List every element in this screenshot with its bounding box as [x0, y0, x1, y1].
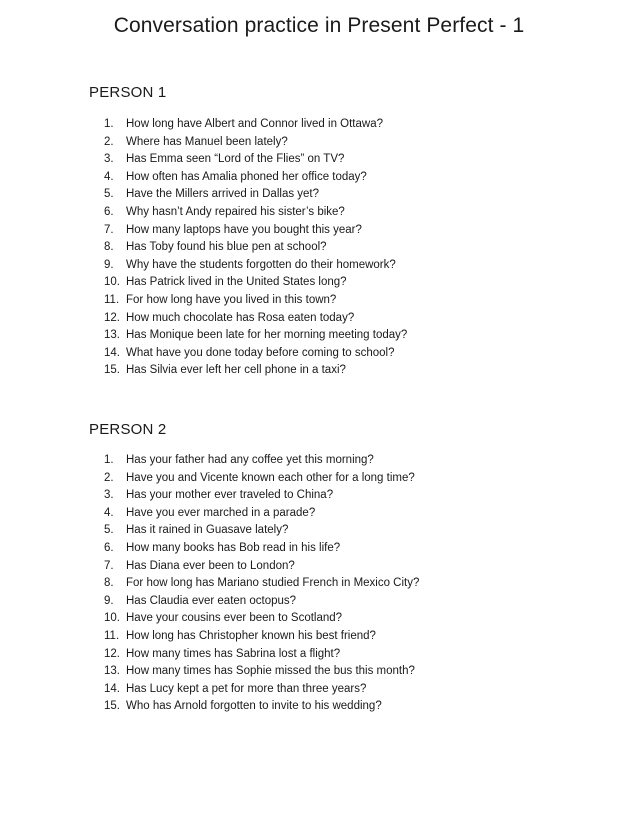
question-item: [104, 698, 604, 716]
question-number: 1.: [104, 118, 114, 130]
question-number: 4.: [104, 170, 114, 183]
question-number: 10.: [104, 612, 120, 625]
question-item: [104, 610, 604, 628]
question-text: Has Toby found his blue pen at school?: [126, 241, 327, 254]
question-item: [104, 222, 604, 240]
question-number: 2.: [104, 471, 114, 484]
question-item: [104, 558, 604, 576]
question-number: 11.: [104, 629, 120, 642]
question-number: 1.: [104, 454, 114, 466]
question-text: Why have the students forgotten do their homework?: [126, 258, 396, 271]
question-text: How many times has Sabrina lost a flight?: [126, 647, 341, 660]
question-text: Who has Arnold forgotten to invite to his wedding?: [126, 700, 382, 713]
page-title: Conversation practice in Present Perfect - 1: [113, 14, 525, 37]
question-text: Has Silvia ever left her cell phone in a taxi?: [126, 364, 346, 377]
question-item: [104, 310, 604, 328]
question-item: [104, 505, 604, 523]
question-item: [104, 151, 604, 169]
question-number: 9.: [104, 258, 114, 271]
question-item: [104, 239, 604, 257]
question-item: [104, 663, 604, 681]
question-text: Has your mother ever traveled to China?: [126, 489, 334, 502]
question-item: [104, 362, 604, 380]
question-text: Has your father had any coffee yet this morning?: [126, 454, 374, 466]
question-number: 2.: [104, 135, 114, 148]
question-text: Have you and Vicente known each other for a long time?: [126, 471, 415, 484]
question-item: [104, 628, 604, 646]
question-item: [104, 452, 604, 470]
question-text: How often has Amalia phoned her office today?: [126, 170, 367, 183]
question-text: Have the Millers arrived in Dallas yet?: [126, 188, 320, 201]
question-text: Has it rained in Guasave lately?: [126, 524, 289, 537]
question-item: [104, 345, 604, 363]
question-text: Has Lucy kept a pet for more than three years?: [126, 682, 367, 695]
question-number: 7.: [104, 223, 114, 236]
question-item: [104, 169, 604, 187]
question-number: 6.: [104, 541, 114, 554]
question-item: [104, 681, 604, 699]
question-number: 8.: [104, 577, 114, 590]
question-number: 12.: [104, 311, 120, 324]
question-item: [104, 540, 604, 558]
question-item: [104, 522, 604, 540]
question-list-person-1: [104, 116, 604, 380]
question-item: [104, 274, 604, 292]
question-item: [104, 116, 604, 134]
question-number: 15.: [104, 700, 120, 713]
question-text: Why hasn’t Andy repaired his sister’s bike?: [126, 205, 345, 218]
question-number: 5.: [104, 188, 114, 201]
question-item: [104, 487, 604, 505]
question-number: 13.: [104, 329, 120, 342]
question-item: [104, 134, 604, 152]
section-heading-person-1: PERSON 1: [89, 84, 167, 101]
question-number: 3.: [104, 153, 114, 166]
question-number: 12.: [104, 647, 120, 660]
question-list-person-2: [104, 452, 604, 716]
question-number: 5.: [104, 524, 114, 537]
question-text: How many times has Sophie missed the bus this month?: [126, 665, 415, 678]
question-item: [104, 646, 604, 664]
question-text: Have you ever marched in a parade?: [126, 506, 316, 519]
question-number: 14.: [104, 346, 120, 359]
question-item: [104, 575, 604, 593]
question-text: How long has Christopher known his best friend?: [126, 629, 376, 642]
question-text: For how long have you lived in this town?: [126, 293, 337, 306]
question-item: [104, 593, 604, 611]
question-number: 8.: [104, 241, 114, 254]
question-number: 3.: [104, 489, 114, 502]
question-item: [104, 327, 604, 345]
question-item: [104, 257, 604, 275]
question-item: [104, 470, 604, 488]
question-text: How many books has Bob read in his life?: [126, 541, 341, 554]
question-text: How long have Albert and Connor lived in Ottawa?: [126, 118, 383, 130]
question-text: Has Diana ever been to London?: [126, 559, 295, 572]
question-number: 9.: [104, 594, 114, 607]
question-text: Has Monique been late for her morning meeting today?: [126, 329, 408, 342]
question-number: 6.: [104, 205, 114, 218]
question-number: 10.: [104, 276, 120, 289]
section-heading-person-2: PERSON 2: [89, 421, 167, 438]
question-text: How much chocolate has Rosa eaten today?: [126, 311, 355, 324]
question-text: How many laptops have you bought this year?: [126, 223, 362, 236]
question-item: [104, 292, 604, 310]
question-number: 4.: [104, 506, 114, 519]
question-text: Where has Manuel been lately?: [126, 135, 288, 148]
question-item: [104, 204, 604, 222]
question-number: 14.: [104, 682, 120, 695]
question-number: 7.: [104, 559, 114, 572]
question-text: Has Claudia ever eaten octopus?: [126, 594, 297, 607]
question-text: For how long has Mariano studied French in Mexico City?: [126, 577, 420, 590]
question-number: 11.: [104, 293, 120, 306]
question-text: Has Emma seen “Lord of the Flies” on TV?: [126, 153, 345, 166]
question-text: Have your cousins ever been to Scotland?: [126, 612, 343, 625]
question-number: 13.: [104, 665, 120, 678]
question-text: What have you done today before coming to school?: [126, 346, 395, 359]
question-item: [104, 186, 604, 204]
question-text: Has Patrick lived in the United States long?: [126, 276, 347, 289]
question-number: 15.: [104, 364, 120, 377]
